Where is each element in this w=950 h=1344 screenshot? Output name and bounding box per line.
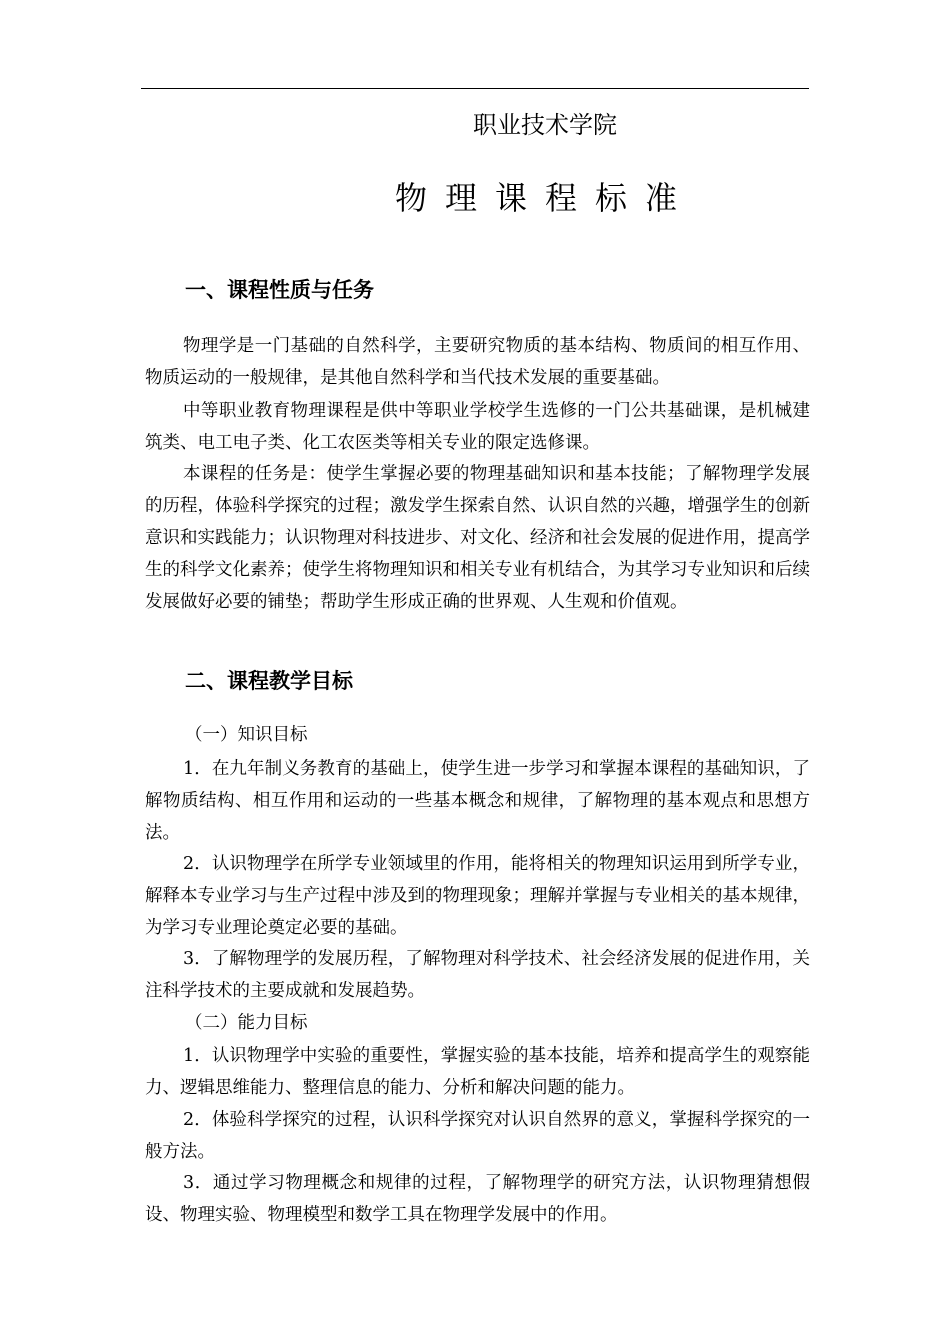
institution-name: 职业技术学院 [473,111,617,139]
list-item: 3．通过学习物理概念和规律的过程，了解物理学的研究方法，认识物理猜想假设、物理实验、物理模型和数学工具在物理学发展中的作用。 [145,1173,810,1225]
subheading-ability: （二）能力目标 [185,1013,308,1033]
header-rule [141,88,809,89]
list-item: 2．体验科学探究的过程，认识科学探究对认识自然界的意义，掌握科学探究的一般方法。 [145,1110,810,1162]
paragraph: 中等职业教育物理课程是供中等职业学校学生选修的一门公共基础课，是机械建筑类、电工电子类、化工农医类等相关专业的限定选修课。 [145,401,810,453]
list-item: 1．在九年制义务教育的基础上，使学生进一步学习和掌握本课程的基础知识，了解物质结构、相互作用和运动的一些基本概念和规律，了解物理的基本观点和思想方法。 [145,759,810,843]
list-item: 3．了解物理学的发展历程，了解物理对科学技术、社会经济发展的促进作用，关注科学技术的主要成就和发展趋势。 [145,949,810,1001]
section-heading-2: 二、课程教学目标 [185,669,353,693]
paragraph: 物理学是一门基础的自然科学，主要研究物质的基本结构、物质间的相互作用、物质运动的一般规律，是其他自然科学和当代技术发展的重要基础。 [145,336,810,388]
subheading-knowledge: （一）知识目标 [185,725,308,745]
list-item: 2．认识物理学在所学专业领域里的作用，能将相关的物理知识运用到所学专业，解释本专业学习与生产过程中涉及到的物理现象；理解并掌握与专业相关的基本规律，为学习专业理论奠定必要的基础。 [145,854,810,938]
paragraph: 本课程的任务是：使学生掌握必要的物理基础知识和基本技能；了解物理学发展的历程，体验科学探究的过程；激发学生探索自然、认识自然的兴趣，增强学生的创新意识和实践能力；认识物理对科技进步、对文化、经济和社会发展的促进作用，提高学生的科学文化素养；使学生将物理知识和相关专业有机结合，为其学习专业知识和后续发展做好必要的铺垫；帮助学生形成正确的世界观、人生观和价值观。 [145,464,810,612]
section-heading-1: 一、课程性质与任务 [185,278,374,302]
document-title: 物理课程标准 [394,179,695,217]
list-item: 1．认识物理学中实验的重要性，掌握实验的基本技能，培养和提高学生的观察能力、逻辑思维能力、整理信息的能力、分析和解决问题的能力。 [145,1046,810,1098]
